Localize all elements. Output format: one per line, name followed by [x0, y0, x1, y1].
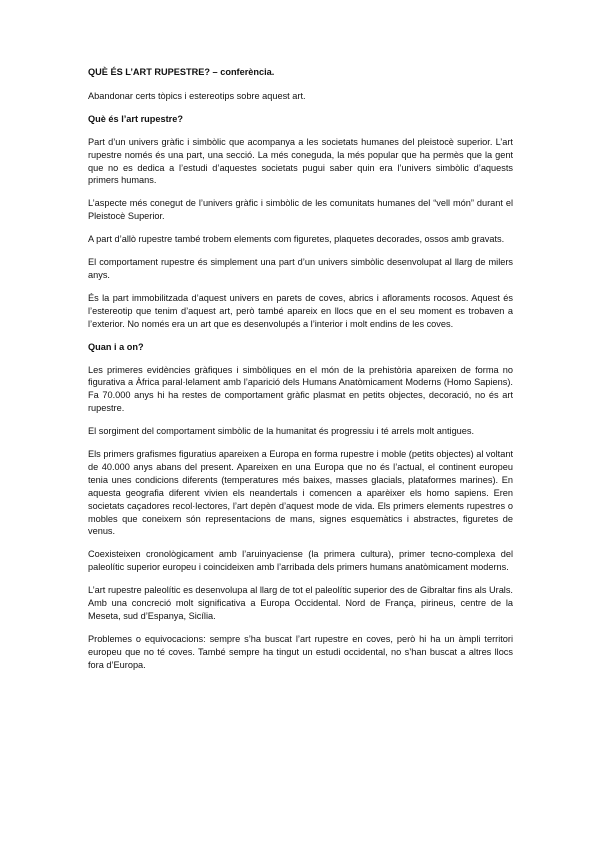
section-heading-when-where: Quan i a on? — [88, 341, 144, 352]
paragraph: A part d’allò rupestre també trobem elements com figuretes, plaquetes decorades, ossos amb gravats. — [88, 234, 505, 245]
paragraph: L’aspecte més conegut de l’univers gràfic i simbòlic de les comunitats humanes del “vell món” durant el Pleistocè Superior. — [88, 198, 513, 222]
paragraph: Coexisteixen cronològicament amb l’aruinyaciense (la primera cultura), primer tecno-complexa del paleolític superior europeu i coincideixen amb l’arribada dels primers humans anatòmicament moderns. — [88, 549, 513, 573]
section-heading-what: Què és l’art rupestre? — [88, 113, 183, 124]
paragraph: L’art rupestre paleolític es desenvolupa al llarg de tot el paleolític superior des de Gibraltar fins als Urals. Amb una concreció molt significativa a Europa Occidental. Nord de França, pirineus, centre de la Meseta, sud d’Espanya, Sicília. — [88, 585, 513, 621]
paragraph: El sorgiment del comportament simbòlic de la humanitat és progressiu i té arrels molt antigues. — [88, 426, 475, 437]
intro-paragraph: Abandonar certs tòpics i estereotips sobre aquest art. — [88, 90, 306, 101]
paragraph: És la part immobilitzada d’aquest univers en parets de coves, abrics i afloraments rocosos. Aquest és l’estereotip que tenim d’aquest art, però també apareix en llocs que en el seu moment es trobaven a l’exterior. No només era un art que es desenvolupés a l’interior i molt endins de les coves. — [88, 292, 513, 329]
paragraph: Les primeres evidències gràfiques i simbòliques en el món de la prehistòria apareixen de forma no figurativa a Àfrica paral·lelament amb l’aparició dels Humans Anatòmicament Moderns (Homo Sapiens). Fa 70.000 anys hi ha restes de comportament gràfic plasmat en petits objectes, decoració, no és art rupestre. — [88, 364, 513, 414]
paragraph: El comportament rupestre és simplement una part d’un univers simbòlic desenvolupat al llarg de milers anys. — [88, 257, 513, 280]
document-title: QUÈ ÉS L’ART RUPESTRE? – conferència. — [88, 67, 275, 77]
paragraph: Els primers grafismes figuratius apareixen a Europa en forma rupestre i moble (petits objectes) al voltant de 40.000 anys abans del present. Apareixen en una Europa que no és l’actual, el continent europeu tenia unes condicions diferents (temperatures més baixes, masses glacials, plataformes marines). En aquesta geografia diferent vivien els neandertals i comencen a aparèixer els homo sapiens. Eren societats caçadores recol·lectores, l’art depèn d’aquest mode de vida. Els primers elements rupestres o mobles que coneixem són representacions de mans, signes esquemàtics i abstractes, figuretes de venus. — [88, 449, 513, 537]
paragraph: Problemes o equivocacions: sempre s’ha buscat l’art rupestre en coves, però hi ha un àmpli territori europeu que no té coves. També sempre ha tingut un estudi occidental, no s’han buscat a altres llocs fora d’Europa. — [88, 633, 513, 670]
paragraph: Part d’un univers gràfic i simbòlic que acompanya a les societats humanes del pleistocè superior. L’art rupestre només és una part, una secció. La més coneguda, la més popular que ha permès que la gent que no es dedica a l’estudi d’aquestes societats pugui saber quin era l’univers simbòlic d’aquests primers humans. — [88, 136, 513, 186]
document-page — [88, 66, 513, 682]
